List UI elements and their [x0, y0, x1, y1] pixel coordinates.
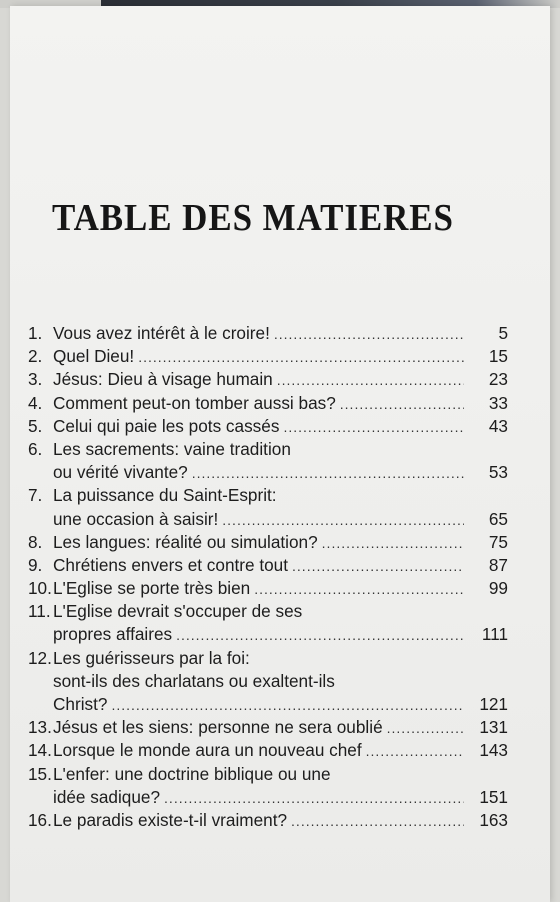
entry-page-number: 43 — [488, 415, 508, 436]
entry-number: 1. — [28, 323, 43, 343]
entry-title-continuation: ou vérité vivante? — [53, 462, 188, 483]
toc-entry — [28, 392, 508, 415]
entry-number: 15. — [28, 763, 52, 784]
dot-leader — [164, 787, 464, 810]
entry-title-continuation: propres affaires — [53, 624, 173, 645]
toc-entry — [28, 763, 508, 786]
toc-entry — [28, 438, 508, 461]
entry-title: Jésus: Dieu à visage humain — [53, 369, 273, 390]
entry-page-number: 75 — [488, 531, 508, 552]
entry-title-continuation: une occasion à saisir! — [53, 508, 219, 529]
entry-page-number: 151 — [479, 786, 508, 807]
entry-title: Les guérisseurs par la foi: — [53, 647, 250, 668]
entry-title: Les langues: réalité ou simulation? — [53, 531, 318, 552]
dot-leader — [387, 717, 464, 740]
page-title: TABLE DES MATIERES — [52, 197, 454, 239]
entry-number: 4. — [28, 392, 43, 413]
toc-entry — [28, 600, 508, 623]
entry-title: Comment peut-on tomber aussi bas? — [53, 392, 336, 413]
toc-entry-continuation — [28, 786, 508, 809]
entry-title: L'Eglise se porte très bien — [53, 578, 251, 599]
entry-title: Vous avez intérêt à le croire! — [53, 323, 270, 343]
toc-entry — [28, 531, 508, 554]
entry-title: La puissance du Saint-Esprit: — [53, 485, 277, 506]
toc-entry-continuation — [28, 461, 508, 484]
entry-page-number: 131 — [479, 717, 508, 738]
book-page — [10, 6, 550, 902]
toc-entry-continuation — [28, 693, 508, 716]
dot-leader — [292, 555, 464, 578]
entry-title: Les sacrements: vaine tradition — [53, 438, 291, 459]
entry-number: 7. — [28, 485, 43, 506]
entry-title: Celui qui paie les pots cassés — [53, 415, 280, 436]
dot-leader — [283, 416, 464, 439]
entry-page-number: 23 — [488, 369, 508, 390]
entry-title: L'enfer: une doctrine biblique ou une — [53, 763, 331, 784]
toc-entry — [28, 368, 508, 391]
dot-leader — [176, 624, 464, 647]
table-of-contents — [28, 322, 508, 832]
toc-entry-continuation — [28, 623, 508, 646]
toc-entry — [28, 554, 508, 577]
dot-leader — [322, 532, 464, 555]
entry-number: 10. — [28, 578, 52, 599]
entry-title-continuation: sont-ils des charlatans ou exaltent-ils — [53, 670, 335, 691]
entry-number: 2. — [28, 346, 43, 367]
entry-number: 8. — [28, 531, 43, 552]
entry-number: 14. — [28, 740, 52, 761]
toc-entry — [28, 577, 508, 600]
toc-entry-continuation — [28, 670, 508, 693]
toc-entry — [28, 415, 508, 438]
toc-entry — [28, 647, 508, 670]
entry-title: Lorsque le monde aura un nouveau chef — [53, 740, 362, 761]
entry-title: Jésus et les siens: personne ne sera oublié — [53, 717, 383, 738]
entry-page-number: 163 — [479, 809, 508, 830]
toc-entry — [28, 484, 508, 507]
entry-number: 5. — [28, 415, 43, 436]
entry-number: 6. — [28, 438, 43, 459]
entry-page-number: 99 — [488, 578, 508, 599]
toc-entry-continuation — [28, 508, 508, 531]
dot-leader — [291, 810, 464, 833]
toc-entry — [28, 809, 508, 832]
toc-entry — [28, 345, 508, 368]
entry-title: Le paradis existe-t-il vraiment? — [53, 809, 288, 830]
entry-title-continuation: Christ? — [53, 694, 108, 714]
entry-page-number: 111 — [481, 624, 508, 645]
entry-page-number: 5 — [498, 323, 508, 343]
entry-number: 9. — [28, 554, 43, 575]
dot-leader — [340, 393, 464, 416]
dot-leader — [277, 369, 464, 392]
entry-page-number: 53 — [488, 462, 508, 483]
dot-leader — [222, 509, 464, 532]
entry-page-number: 33 — [488, 392, 508, 413]
dot-leader — [111, 694, 464, 717]
dot-leader — [138, 346, 464, 369]
dot-leader — [274, 323, 464, 346]
entry-title: Quel Dieu! — [53, 346, 135, 367]
entry-number: 13. — [28, 717, 52, 738]
entry-page-number: 143 — [479, 740, 508, 761]
entry-page-number: 121 — [479, 694, 508, 714]
entry-number: 3. — [28, 369, 43, 390]
toc-entry — [28, 739, 508, 762]
toc-entry — [28, 716, 508, 739]
entry-page-number: 65 — [488, 508, 508, 529]
entry-page-number: 15 — [488, 346, 508, 367]
entry-number: 11. — [28, 601, 51, 622]
entry-title-continuation: idée sadique? — [53, 786, 161, 807]
entry-title: Chrétiens envers et contre tout — [53, 554, 289, 575]
entry-title: L'Eglise devrait s'occuper de ses — [53, 601, 303, 622]
entry-page-number: 87 — [488, 554, 508, 575]
dot-leader — [192, 462, 464, 485]
dot-leader — [254, 578, 464, 601]
dot-leader — [366, 740, 464, 763]
entry-number: 12. — [28, 647, 52, 668]
entry-number: 16. — [28, 809, 52, 830]
toc-entry — [28, 322, 508, 345]
